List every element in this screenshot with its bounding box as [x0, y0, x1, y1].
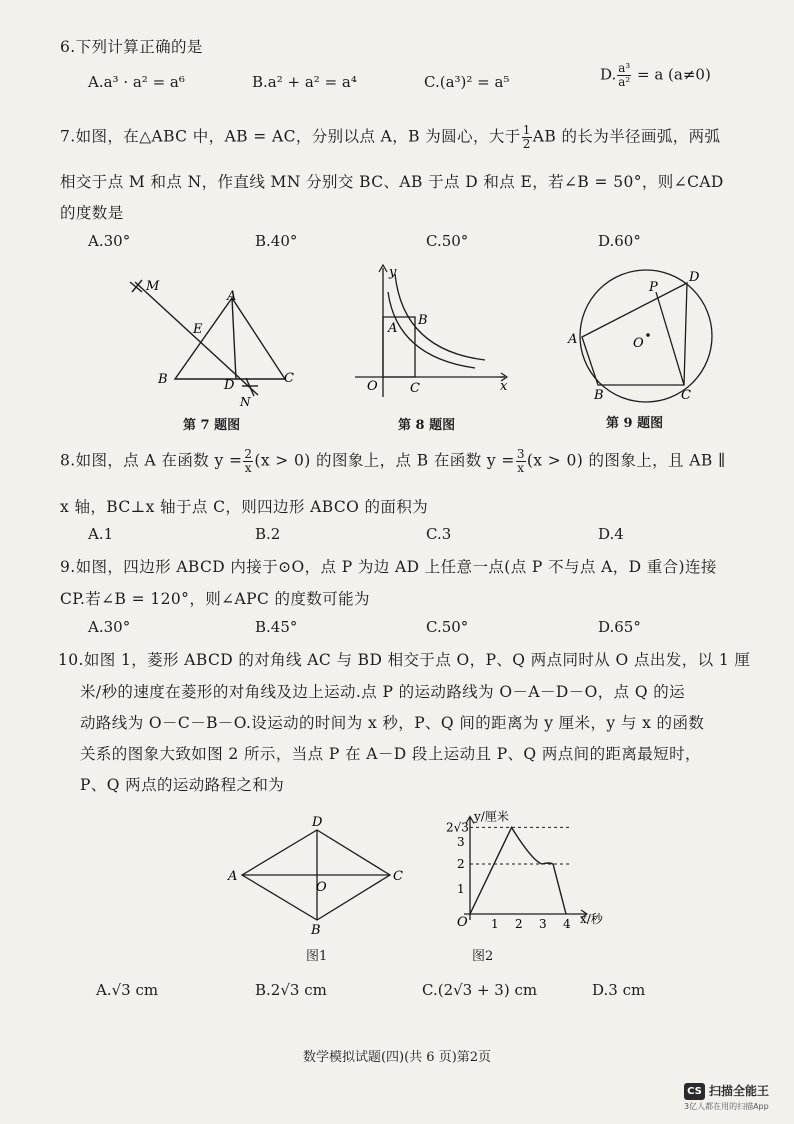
graph2-y-tick-label: 2	[457, 857, 465, 871]
q10-line4: 关系的图象大致如图 2 所示，当点 P 在 A－D 段上运动且 P、Q 两点间的距离最短时，	[80, 745, 701, 763]
q6-option-c: C.(a³)² = a⁵	[424, 73, 510, 91]
q7-half-fraction	[522, 124, 532, 151]
q10-option-c: C.(2√3 + 3) cm	[422, 981, 538, 999]
arc-mark-n2	[246, 378, 254, 396]
q8-fraction-1	[243, 448, 253, 475]
graph2-x-label: x/秒	[580, 912, 603, 926]
triangle-abc	[175, 298, 285, 379]
q10-line5: P、Q 两点的运动路程之和为	[80, 776, 285, 794]
fig7-label-e: E	[193, 322, 203, 337]
graph2-y-tick-label: 1	[457, 882, 465, 896]
q6-option-a: A.a³ · a² = a⁶	[88, 73, 185, 91]
fig7-label-c: C	[284, 371, 294, 386]
q6-stem: 6.下列计算正确的是	[60, 38, 203, 56]
q8-line1-a: 8.如图，点 A 在函数 y =	[60, 451, 243, 470]
figure-7-caption: 第 7 题图	[183, 418, 241, 433]
q7-line1	[60, 124, 720, 151]
q6-option-b: B.a² + a² = a⁴	[252, 73, 357, 91]
q8-option-d: D.4	[598, 525, 624, 543]
fig7-label-a: A	[227, 289, 237, 304]
fig7-label-d: D	[224, 378, 235, 393]
figure-2-caption: 图2	[472, 949, 494, 964]
line-mn	[135, 282, 258, 395]
q8-fraction-2	[516, 448, 526, 475]
fig1-label-b: B	[311, 923, 321, 937]
figure-1-rhombus	[222, 812, 412, 937]
q10-line1: 10.如图 1，菱形 ABCD 的对角线 AC 与 BD 相交于点 O，P、Q 两点同时从 O 点出发，以 1 厘	[58, 651, 751, 669]
q9-line1: 9.如图，四边形 ABCD 内接于⊙O，点 P 为边 AD 上任意一点(点 P 不与点 A，D 重合)连接	[60, 558, 717, 576]
fig1-label-a: A	[228, 869, 238, 884]
fig8-label-a: A	[388, 321, 398, 336]
graph2-series-line	[470, 828, 566, 915]
fig9-label-b: B	[594, 388, 604, 403]
fig1-label-d: D	[312, 815, 323, 830]
fig8-label-o: O	[367, 379, 378, 394]
fig8-label-b: B	[418, 313, 428, 328]
fig7-label-n: N	[240, 395, 251, 409]
q7-half-den: 2	[522, 137, 531, 151]
page-footer: 数学模拟试题(四)(共 6 页)第2页	[302, 1050, 492, 1065]
q6-d-fraction	[617, 62, 631, 89]
watermark-title: 扫描全能王	[709, 1084, 770, 1098]
q7-option-a: A.30°	[88, 232, 131, 250]
q6-d-suffix: = a (a≠0)	[632, 65, 711, 84]
center-point-o	[646, 333, 650, 337]
q8-f1-num: 2	[244, 447, 253, 461]
graph2-origin-label: O	[457, 915, 468, 930]
fig9-label-p: P	[649, 280, 658, 295]
graph2-y-tick-label: 2√3	[446, 820, 469, 835]
fig8-label-c: C	[410, 381, 420, 396]
figure-8-caption: 第 8 题图	[398, 418, 456, 433]
q10-option-b: B.2√3 cm	[255, 981, 327, 999]
fig9-label-a: A	[568, 332, 578, 347]
segment-cp	[656, 292, 684, 385]
graph2-x-tick-label: 3	[539, 917, 547, 931]
q8-option-c: C.3	[426, 525, 452, 543]
fig7-label-m: M	[146, 279, 160, 294]
watermark-subtitle: 3亿人都在用的扫描App	[684, 1102, 769, 1111]
figure-9-diagram	[560, 265, 720, 407]
figure-1-caption: 图1	[306, 949, 328, 964]
q7-line1-b: AB 的长为半径画弧，两弧	[532, 127, 721, 146]
q10-option-a: A.√3 cm	[96, 981, 159, 999]
q6-d-num: a³	[618, 61, 631, 75]
q8-option-a: A.1	[88, 525, 114, 543]
q7-option-c: C.50°	[426, 232, 469, 250]
q8-line1-b: (x > 0) 的图象上，点 B 在函数 y =	[254, 451, 515, 470]
q8-f1-den: x	[244, 461, 252, 475]
q6-option-d	[600, 62, 711, 89]
q7-option-b: B.40°	[255, 232, 298, 250]
graph2-y-label: y/厘米	[474, 809, 509, 824]
q10-option-d: D.3 cm	[592, 981, 646, 999]
figure-7-diagram	[120, 270, 300, 410]
figure-2-graph	[432, 800, 632, 940]
curve-y-2-over-x	[388, 292, 475, 368]
q7-line3: 的度数是	[60, 204, 124, 222]
q6-d-prefix: D.	[600, 65, 617, 84]
fig9-label-c: C	[681, 388, 691, 403]
figure-9-caption: 第 9 题图	[606, 416, 664, 431]
q10-line3: 动路线为 O－C－B－O.设运动的时间为 x 秒，P、Q 间的距离为 y 厘米，y 与 x 的函数	[80, 714, 705, 732]
q8-f2-den: x	[517, 461, 525, 475]
quadrilateral-abcd	[582, 283, 687, 385]
q8-f2-num: 3	[516, 447, 525, 461]
graph-marks	[470, 827, 571, 914]
q9-line2: CP.若∠B = 120°，则∠APC 的度数可能为	[60, 590, 370, 608]
fig9-label-d: D	[689, 270, 700, 285]
q8-line1-c: (x > 0) 的图象上，且 AB ∥	[526, 451, 726, 470]
q9-option-d: D.65°	[598, 618, 641, 636]
fig9-label-o: O	[633, 336, 644, 351]
graph2-x-tick-label: 1	[491, 917, 499, 931]
q8-line1	[60, 448, 726, 475]
q9-option-b: B.45°	[255, 618, 298, 636]
graph-axes	[446, 809, 604, 932]
q8-line2: x 轴，BC⊥x 轴于点 C，则四边形 ABCO 的面积为	[60, 498, 429, 516]
q7-line1-a: 7.如图，在△ABC 中，AB = AC，分别以点 A，B 为圆心，大于	[60, 127, 521, 146]
fig1-label-o: O	[316, 880, 327, 895]
q7-option-d: D.60°	[598, 232, 641, 250]
graph2-x-tick-label: 2	[515, 917, 523, 931]
fig8-label-x: x	[500, 379, 508, 394]
figure-8-diagram	[345, 262, 515, 400]
camscanner-logo-icon: CS	[684, 1083, 705, 1100]
q9-option-a: A.30°	[88, 618, 131, 636]
graph2-y-tick-label: 3	[457, 835, 465, 849]
q9-option-c: C.50°	[426, 618, 469, 636]
circle-o	[580, 270, 712, 402]
q6-d-den: a²	[618, 75, 631, 89]
q10-line2: 米/秒的速度在菱形的对角线及边上运动.点 P 的运动路线为 O－A－D－O，点 Q 的运	[80, 683, 686, 701]
q7-half-num: 1	[522, 123, 531, 137]
fig8-label-y: y	[389, 265, 397, 280]
q8-option-b: B.2	[255, 525, 281, 543]
q7-line2: 相交于点 M 和点 N，作直线 MN 分别交 BC、AB 于点 D 和点 E，若∠B = 50°，则∠CAD	[60, 173, 724, 191]
segment-ad	[232, 298, 236, 379]
fig1-label-c: C	[393, 869, 403, 884]
fig7-label-b: B	[158, 372, 168, 387]
graph2-x-tick-label: 4	[563, 917, 571, 931]
